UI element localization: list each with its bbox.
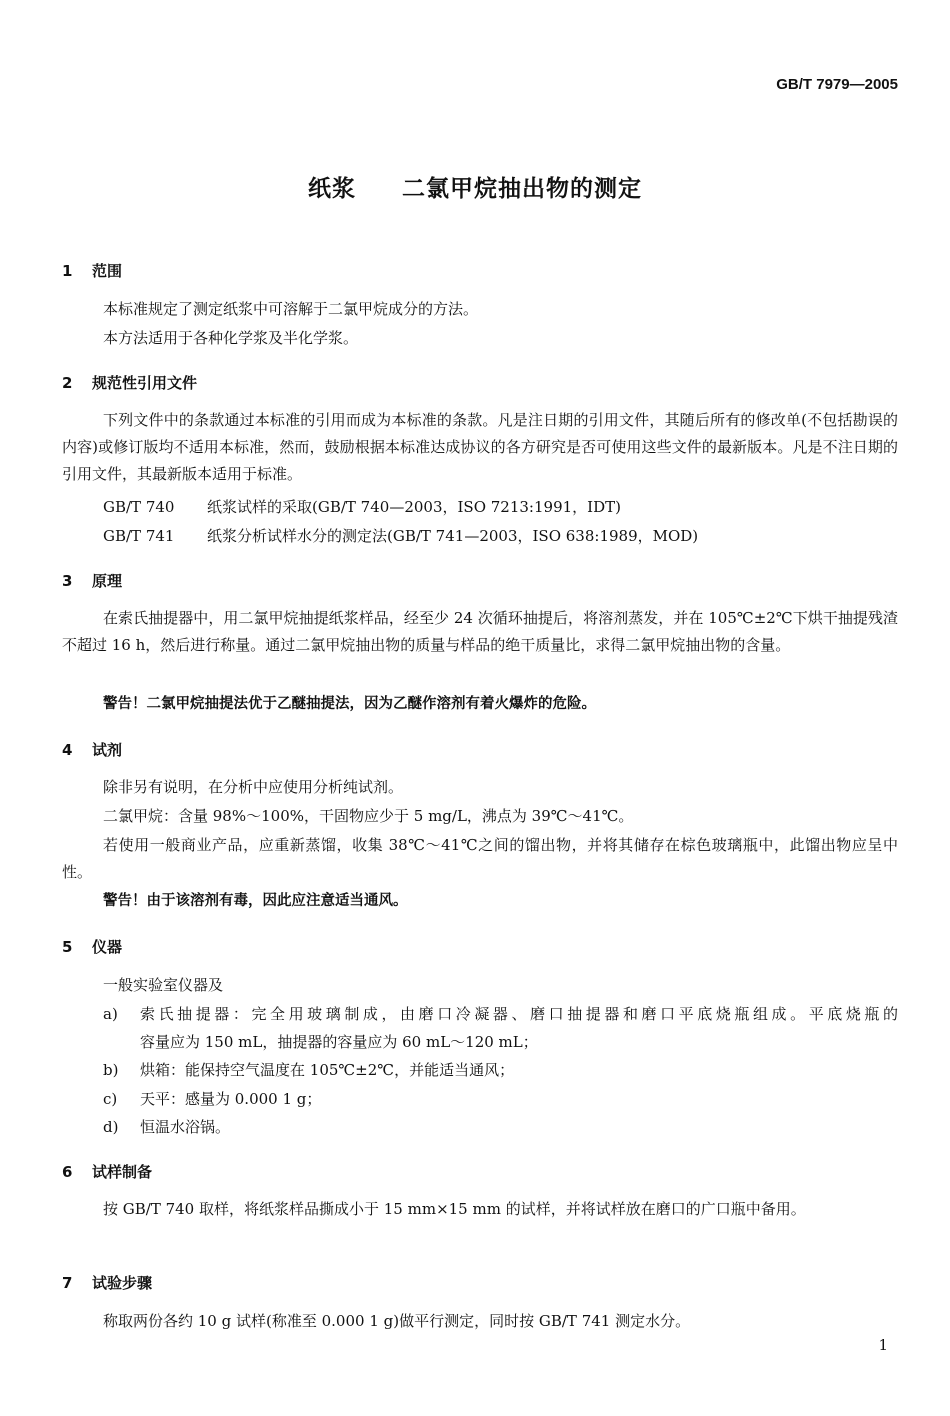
list-item-text: 索氏抽提器：完全用玻璃制成，由磨口冷凝器、磨口抽提器和磨口平底烧瓶组成。平底烧瓶的 [140, 1005, 898, 1023]
section-1-heading [62, 260, 122, 281]
list-item-mark: d) [103, 1118, 119, 1136]
list-item-text-continued: 容量应为 150 mL，抽提器的容量应为 60 mL～120 mL； [140, 1033, 538, 1051]
section-1-paragraph-2: 本方法适用于各种化学浆及半化学浆。 [103, 329, 359, 347]
reference-title: 纸浆分析试样水分的测定法(GB/T 741—2003，ISO 638:1989，MOD) [207, 527, 699, 545]
section-4-heading [62, 739, 122, 760]
reference-code: GB/T 740 [103, 498, 175, 516]
section-2-heading [62, 372, 197, 393]
section-3-warning: 警告！二氯甲烷抽提法优于乙醚抽提法，因为乙醚作溶剂有着火爆炸的危险。 [103, 696, 596, 712]
section-7-paragraph-1: 称取两份各约 10 g 试样(称准至 0.000 1 g)做平行测定，同时按 GB/T 741 测定水分。 [103, 1312, 691, 1330]
section-1-paragraph-1: 本标准规定了测定纸浆中可溶解于二氯甲烷成分的方法。 [103, 300, 479, 318]
reference-code: GB/T 741 [103, 527, 175, 545]
section-title: 试样制备 [92, 1163, 153, 1181]
section-6-paragraph-1: 按 GB/T 740 取样，将纸浆样品撕成小于 15 mm×15 mm 的试样，并将试样放在磨口的广口瓶中备用。 [103, 1200, 806, 1218]
reference-item [103, 523, 898, 550]
section-title: 范围 [92, 262, 123, 280]
section-number: 4 [62, 741, 73, 759]
section-7-heading [62, 1272, 152, 1293]
section-4-paragraph-2: 二氯甲烷：含量 98%～100%，干固物应少于 5 mg/L，沸点为 39℃～41℃。 [103, 807, 634, 825]
section-number: 1 [62, 262, 73, 280]
list-item-mark: c) [103, 1090, 118, 1108]
section-5-heading [62, 936, 122, 957]
section-6-heading [62, 1161, 152, 1182]
page-number: 1 [878, 1336, 888, 1354]
reference-item [103, 494, 898, 521]
section-3-heading [62, 570, 122, 591]
section-title: 规范性引用文件 [92, 374, 198, 392]
list-item-text: 恒温水浴锅。 [140, 1118, 231, 1136]
section-title: 试验步骤 [92, 1274, 153, 1292]
section-title: 试剂 [92, 741, 123, 759]
section-4-warning: 警告！由于该溶剂有毒，因此应注意适当通风。 [103, 893, 408, 909]
section-number: 3 [62, 572, 73, 590]
section-number: 5 [62, 938, 73, 956]
list-item-text: 天平：感量为 0.000 1 g； [140, 1090, 322, 1108]
section-title: 原理 [92, 572, 123, 590]
section-3-paragraph-1: 在索氏抽提器中，用二氯甲烷抽提纸浆样品，经至少 24 次循环抽提后，将溶剂蒸发，并在 105℃±2℃下烘干抽提残渣不超过 16 h，然后进行称量。通过二氯甲烷抽出物的质量与样品的绝干质量比，求得二氯甲烷抽出物的含量。 [62, 609, 898, 654]
section-4-paragraph-3: 若使用一般商业产品，应重新蒸馏，收集 38℃～41℃之间的馏出物，并将其储存在棕色玻璃瓶中，此馏出物应呈中性。 [62, 836, 898, 881]
section-number: 2 [62, 374, 73, 392]
list-item-text: 烘箱：能保持空气温度在 105℃±2℃，并能适当通风； [140, 1061, 515, 1079]
reference-title: 纸浆试样的采取(GB/T 740—2003，ISO 7213:1991，IDT) [207, 498, 621, 516]
section-2-paragraph-1: 下列文件中的条款通过本标准的引用而成为本标准的条款。凡是注日期的引用文件，其随后所有的修改单(不包括勘误的内容)或修订版均不适用本标准，然而，鼓励根据本标准达成协议的各方研究是否可使用这些文件的最新版本。凡是不注日期的引用文件，其最新版本适用于标准。 [62, 411, 898, 483]
section-title: 仪器 [92, 938, 123, 956]
section-number: 6 [62, 1163, 73, 1181]
list-item-mark: a) [103, 1005, 118, 1023]
list-item-mark: b) [103, 1061, 119, 1079]
section-4-paragraph-1: 除非另有说明，在分析中应使用分析纯试剂。 [103, 778, 404, 796]
document-title: 纸浆 二氯甲烷抽出物的测定 [307, 176, 642, 202]
standard-code: GB/T 7979—2005 [776, 76, 898, 93]
section-5-paragraph-1: 一般实验室仪器及 [103, 976, 224, 994]
section-number: 7 [62, 1274, 73, 1292]
